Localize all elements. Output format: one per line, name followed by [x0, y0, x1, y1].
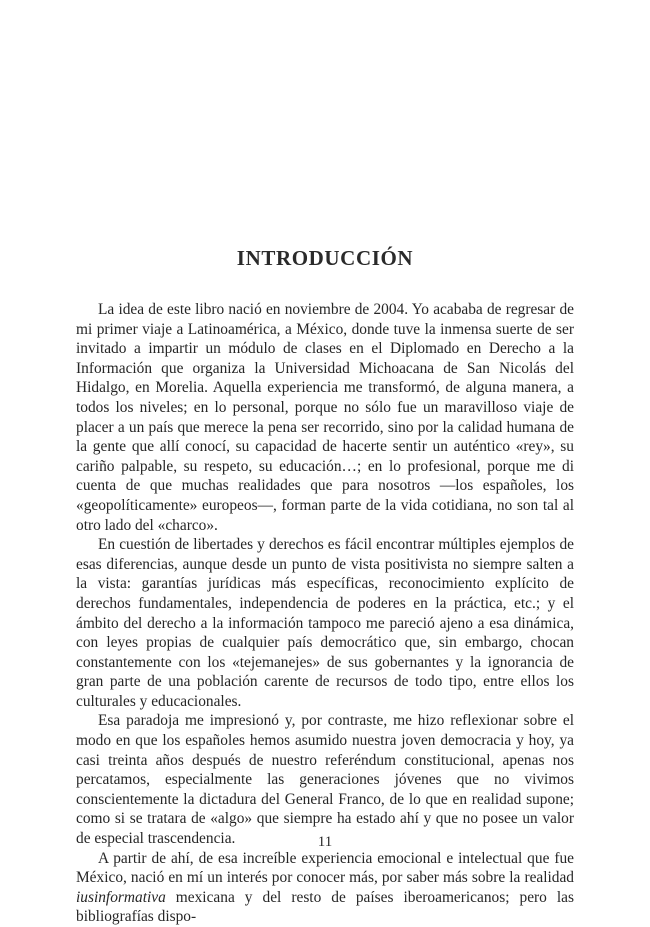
body-paragraph — [76, 849, 574, 927]
paragraph-text: A partir de ahí, de esa increíble experiencia emocional e intelectual que fue México, nació en mí un interés por conocer más, por saber más sobre la realidad — [76, 849, 574, 887]
italic-term: iusinformativa — [76, 888, 166, 906]
page-number: 11 — [317, 834, 333, 850]
body-paragraph — [76, 300, 574, 535]
paragraph-text: La idea de este libro nació en noviembre de 2004. Yo acababa de regresar de mi primer viaje a Latinoamérica, a México, donde tuve la inmensa suerte de ser invitado a impartir un módulo de clases en el Diplomado en Derecho a la Información que organiza la Universidad Michoacana de San Nicolás del Hidalgo, en Morelia. Aquella experiencia me transformó, de alguna manera, a todos los niveles; en lo personal, porque no sólo fue un maravilloso viaje de placer a un país que merece la pena ser recorrido, sino por la calidad humana de la gente que allí conocí, su capacidad de hacerte sentir un auténtico «rey», su cariño palpable, su respeto, su educación…; en lo profesional, porque me di cuenta de que muchas realidades que para nosotros —los españoles, los «geopolíticamente» europeos—, forman parte de la vida cotidiana, no son tal al otro lado del «charco». — [76, 301, 574, 534]
paragraph-text: mexicana y del resto de países iberoamericanos; pero las bibliografías dispo- — [76, 888, 574, 926]
body-paragraph — [76, 711, 574, 848]
paragraph-text: En cuestión de libertades y derechos es fácil encontrar múltiples ejemplos de esas diferencias, aunque desde un punto de vista positivista no siempre salten a la vista: garantías jurídicas más específicas, reconocimiento explícito de derechos fundamentales, independencia de poderes en la práctica, etc.; y el ámbito del derecho a la información tampoco me pareció ajeno a esa dinámica, con leyes propias de cualquier país democrático que, sin embargo, chocan constantemente con los «tejemanejes» de sus gobernantes y la ignorancia de gran parte de una población carente de recursos de todo tipo, entre ellos los culturales y educacionales. — [76, 536, 574, 710]
body-paragraph — [76, 535, 574, 711]
chapter-title: INTRODUCCIÓN — [236, 246, 414, 270]
paragraph-text: Esa paradoja me impresionó y, por contraste, me hizo reflexionar sobre el modo en que los españoles hemos asumido nuestra joven democracia y hoy, ya casi treinta años después de nuestro referéndum constitucional, apenas nos percatamos, especialmente las generaciones jóvenes que no vivimos conscientemente la dictadura del General Franco, de lo que en realidad supone; como si se tratara de «algo» que siempre ha estado ahí y que no posee un valor de especial trascendencia. — [76, 712, 574, 848]
introduction-body-text — [76, 300, 574, 927]
